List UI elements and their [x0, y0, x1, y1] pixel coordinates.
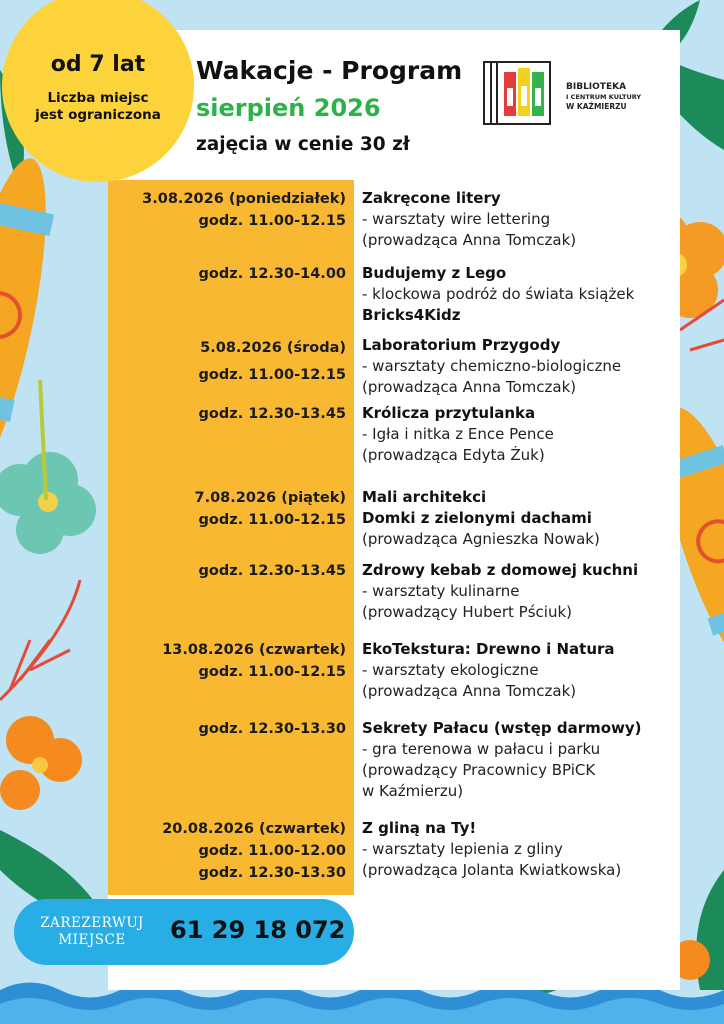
- month-subtitle: sierpień 2026: [196, 94, 381, 122]
- event-description: - Igła i nitka z Ence Pence: [362, 425, 554, 443]
- event-time: godz. 11.00-12.15: [198, 213, 346, 229]
- orange-flower-icon: [0, 716, 82, 810]
- event-date: 7.08.2026 (piątek): [194, 490, 346, 506]
- event-leader: (prowadzący Pracownicy BPiCK: [362, 761, 596, 779]
- event-title: Z gliną na Ty!: [362, 819, 477, 837]
- event-title: Zakręcone litery: [362, 189, 501, 207]
- event-leader: (prowadząca Agnieszka Nowak): [362, 530, 600, 548]
- event-time: godz. 11.00-12.15: [198, 664, 346, 680]
- event-time: godz. 12.30-13.30: [198, 721, 346, 737]
- event-date: 20.08.2026 (czwartek): [162, 821, 346, 837]
- event-description: - gra terenowa w pałacu i parku: [362, 740, 601, 758]
- event-description: - warsztaty wire lettering: [362, 210, 551, 228]
- event-description: - warsztaty chemiczno-biologiczne: [362, 357, 622, 375]
- event-time: godz. 11.00-12.00: [198, 843, 346, 859]
- event-description: - warsztaty kulinarne: [362, 582, 520, 600]
- event-leader: (prowadzący Hubert Pściuk): [362, 603, 572, 621]
- event-date: 13.08.2026 (czwartek): [162, 642, 346, 658]
- date-column: [108, 180, 354, 895]
- event-time: godz. 12.30-13.45: [198, 563, 346, 579]
- event-time: godz. 12.30-14.00: [198, 266, 346, 282]
- reserve-label: ZAREZERWUJ MIEJSCE: [40, 915, 144, 948]
- event-title: Zdrowy kebab z domowej kuchni: [362, 561, 639, 579]
- event-title-line2: Domki z zielonymi dachami: [362, 509, 592, 527]
- event-time: godz. 12.30-13.30: [198, 865, 346, 881]
- event-title: Królicza przytulanka: [362, 404, 536, 422]
- event-description: - klockowa podróż do świata książek: [362, 285, 635, 303]
- library-name: BIBLIOTEKA I CENTRUM KULTURY W KAŹMIERZU: [566, 82, 642, 111]
- event-title: EkoTekstura: Drewno i Natura: [362, 640, 615, 658]
- event-time: godz. 11.00-12.15: [198, 512, 346, 528]
- event-title: Mali architekci: [362, 488, 487, 506]
- event-title: Budujemy z Lego: [362, 264, 507, 282]
- library-logo-icon: [482, 58, 552, 128]
- age-label: od 7 lat: [50, 52, 146, 77]
- event-description: - warsztaty ekologiczne: [362, 661, 539, 679]
- event-time: godz. 12.30-13.45: [198, 406, 346, 422]
- event-title: Sekrety Pałacu (wstęp darmowy): [362, 719, 642, 737]
- limited-places-note: Liczba miejsc jest ograniczona: [35, 90, 161, 123]
- surfboard-icon: [0, 151, 66, 499]
- event-leader: (prowadząca Edyta Żuk): [362, 446, 545, 464]
- event-description: - warsztaty lepienia z gliny: [362, 840, 563, 858]
- page-title: Wakacje - Program: [196, 56, 463, 85]
- red-palm-icon: [0, 580, 80, 700]
- event-date: 5.08.2026 (środa): [200, 340, 346, 356]
- event-leader: Bricks4Kidz: [362, 306, 461, 324]
- event-date: 3.08.2026 (poniedziałek): [142, 191, 346, 207]
- event-leader: (prowadząca Anna Tomczak): [362, 378, 577, 396]
- phone-number[interactable]: 61 29 18 072: [170, 916, 346, 944]
- hibiscus-icon: [0, 380, 96, 554]
- event-time: godz. 11.00-12.15: [198, 367, 346, 383]
- event-leader-line2: w Kaźmierzu): [362, 782, 464, 800]
- event-leader: (prowadząca Jolanta Kwiatkowska): [362, 861, 622, 879]
- price-note: zajęcia w cenie 30 zł: [196, 134, 410, 155]
- event-leader: (prowadząca Anna Tomczak): [362, 231, 577, 249]
- event-leader: (prowadząca Anna Tomczak): [362, 682, 577, 700]
- event-title: Laboratorium Przygody: [362, 336, 561, 354]
